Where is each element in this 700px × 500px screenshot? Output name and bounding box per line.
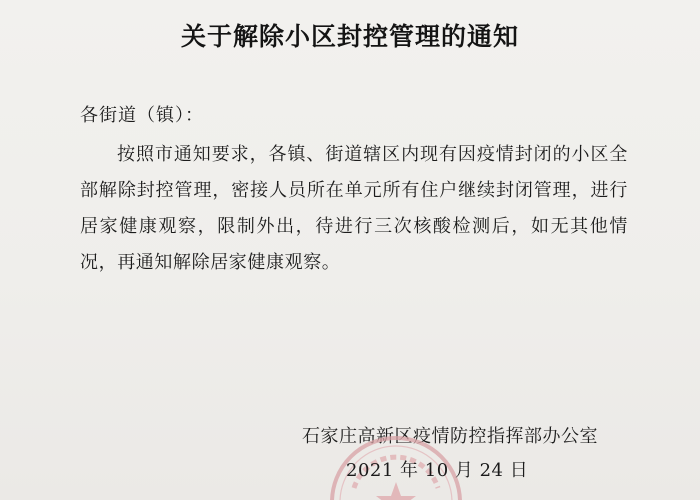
salutation: 各街道（镇）：: [80, 105, 204, 126]
issuer-signature: 石家庄高新区疫情防控指挥部办公室: [302, 426, 598, 447]
notice-body: 按照市通知要求，各镇、街道辖区内现有因疫情封闭的小区全部解除封控管理，密接人员所在单元所有住户继续封闭管理，进行居家健康观察，限制外出，待进行三次核酸检测后，如无其他情况，再通知解除居家健康观察。: [80, 144, 628, 273]
document-title: 关于解除小区封控管理的通知: [180, 22, 519, 51]
issue-date: 2021 年 10 月 24 日: [346, 460, 529, 481]
